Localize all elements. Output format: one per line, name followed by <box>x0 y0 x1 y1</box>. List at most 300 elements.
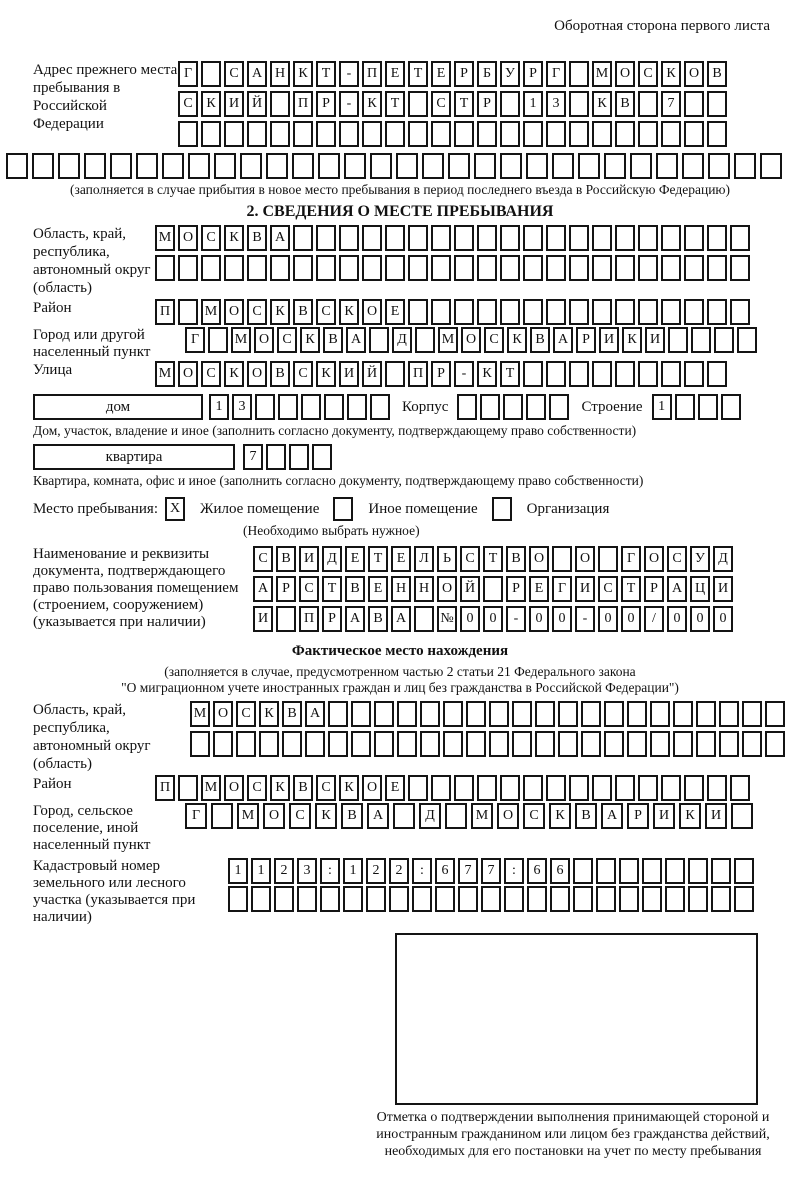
char-cell: Т <box>368 546 388 572</box>
char-cell <box>188 153 210 179</box>
char-cell: И <box>299 546 319 572</box>
char-cell <box>316 225 336 251</box>
char-cell: У <box>690 546 710 572</box>
prev-address-block <box>33 61 800 151</box>
char-cell: 3 <box>232 394 252 420</box>
char-cell: С <box>201 361 221 387</box>
char-cell <box>707 225 727 251</box>
korpus-row <box>457 394 569 420</box>
char-cell: 6 <box>527 858 547 884</box>
char-cell: Р <box>644 576 664 602</box>
char-cell <box>592 225 612 251</box>
char-cell <box>201 121 221 147</box>
char-cell: О <box>684 61 704 87</box>
char-cell <box>211 803 233 829</box>
char-cell <box>673 731 693 757</box>
char-cell: А <box>601 803 623 829</box>
char-cell <box>201 255 221 281</box>
korpus-label: Корпус <box>402 398 449 415</box>
cadastral-label: Кадастровый номер земельного или лесного участка (указывается при наличии) <box>33 858 196 925</box>
char-cell: О <box>178 225 198 251</box>
char-cell: В <box>368 606 388 632</box>
char-cell <box>707 299 727 325</box>
char-cell: И <box>713 576 733 602</box>
actual-city-label: Город, сельское поселение, иной населенный пункт <box>33 803 151 853</box>
char-cell: Д <box>392 327 412 353</box>
char-cell <box>569 91 589 117</box>
char-cell: Е <box>391 546 411 572</box>
street-block <box>33 361 800 387</box>
char-cell: К <box>201 91 221 117</box>
char-cell <box>698 394 718 420</box>
cadastral-row-1 <box>228 858 754 884</box>
char-cell <box>328 701 348 727</box>
char-cell <box>638 121 658 147</box>
actual-region-grid <box>190 701 785 761</box>
char-cell: С <box>247 299 267 325</box>
char-cell: Т <box>454 91 474 117</box>
char-cell <box>274 886 294 912</box>
char-cell <box>630 153 652 179</box>
char-cell <box>627 731 647 757</box>
char-cell <box>351 731 371 757</box>
char-cell <box>688 858 708 884</box>
char-cell: К <box>362 91 382 117</box>
char-cell <box>552 546 572 572</box>
char-cell <box>569 61 589 87</box>
char-cell <box>58 153 80 179</box>
char-cell <box>569 255 589 281</box>
actual-region-label: Область, край, республика, автономный округ (область) <box>33 702 151 772</box>
char-cell: О <box>213 701 233 727</box>
char-cell <box>316 255 336 281</box>
char-cell: В <box>270 361 290 387</box>
char-cell: Й <box>247 91 267 117</box>
char-cell <box>466 731 486 757</box>
char-cell <box>224 121 244 147</box>
char-cell <box>477 121 497 147</box>
char-cell <box>696 731 716 757</box>
char-cell <box>483 576 503 602</box>
char-cell <box>665 858 685 884</box>
char-cell: - <box>339 91 359 117</box>
actual-city-row <box>185 803 753 829</box>
char-cell: О <box>263 803 285 829</box>
char-cell <box>682 153 704 179</box>
house-note: Дом, участок, владение и иное (заполнить согласно документу, подтверждающему право собственности) <box>33 423 637 438</box>
char-cell <box>422 153 444 179</box>
actual-region-block <box>33 701 800 773</box>
char-cell <box>477 225 497 251</box>
char-cell: Р <box>276 576 296 602</box>
char-cell <box>339 121 359 147</box>
char-cell: Т <box>621 576 641 602</box>
char-cell <box>236 731 256 757</box>
char-cell <box>448 153 470 179</box>
char-cell: А <box>391 606 411 632</box>
char-cell <box>665 886 685 912</box>
char-cell: П <box>408 361 428 387</box>
char-cell <box>454 225 474 251</box>
char-cell: 0 <box>529 606 549 632</box>
char-cell <box>228 886 248 912</box>
char-cell: М <box>190 701 210 727</box>
char-cell: О <box>247 361 267 387</box>
char-cell: А <box>247 61 267 87</box>
char-cell <box>477 299 497 325</box>
char-cell: А <box>345 606 365 632</box>
char-cell: И <box>705 803 727 829</box>
char-cell: С <box>236 701 256 727</box>
char-cell <box>765 731 785 757</box>
char-cell: Е <box>385 775 405 801</box>
char-cell <box>688 886 708 912</box>
char-cell <box>328 731 348 757</box>
char-cell: Р <box>454 61 474 87</box>
char-cell <box>592 255 612 281</box>
char-cell <box>178 299 198 325</box>
stay-type-label: Место пребывания: <box>33 500 158 517</box>
char-cell <box>615 299 635 325</box>
char-cell: С <box>299 576 319 602</box>
stay-type-block <box>33 497 800 521</box>
char-cell <box>389 886 409 912</box>
apartment-block <box>33 444 800 470</box>
char-cell: М <box>237 803 259 829</box>
char-cell: О <box>224 299 244 325</box>
char-cell <box>661 255 681 281</box>
char-cell: К <box>592 91 612 117</box>
actual-location-note-1: (заполняется в случае, предусмотренном частью 2 статьи 21 Федерального закона <box>164 664 636 679</box>
char-cell: Р <box>431 361 451 387</box>
char-cell <box>214 153 236 179</box>
char-cell: Е <box>368 576 388 602</box>
char-cell <box>178 121 198 147</box>
char-cell <box>604 701 624 727</box>
actual-district-row <box>155 775 750 801</box>
char-cell <box>481 886 501 912</box>
city-label: Город или другой населенный пункт <box>33 327 151 360</box>
char-cell: С <box>253 546 273 572</box>
char-cell: 0 <box>460 606 480 632</box>
char-cell <box>282 731 302 757</box>
char-cell <box>208 327 228 353</box>
char-cell <box>546 775 566 801</box>
prev-address-row-2 <box>178 91 727 117</box>
char-cell: / <box>644 606 664 632</box>
char-cell <box>535 701 555 727</box>
char-cell <box>408 121 428 147</box>
char-cell <box>500 299 520 325</box>
char-cell: И <box>224 91 244 117</box>
char-cell <box>435 886 455 912</box>
char-cell <box>318 153 340 179</box>
char-cell: А <box>346 327 366 353</box>
char-cell: С <box>316 299 336 325</box>
char-cell: 0 <box>621 606 641 632</box>
char-cell <box>546 225 566 251</box>
char-cell: - <box>506 606 526 632</box>
char-cell <box>711 886 731 912</box>
char-cell: Ц <box>690 576 710 602</box>
char-cell: Ь <box>437 546 457 572</box>
char-cell: Г <box>185 327 205 353</box>
char-cell: О <box>497 803 519 829</box>
char-cell <box>292 153 314 179</box>
char-cell <box>615 225 635 251</box>
char-cell <box>266 444 286 470</box>
char-cell <box>523 361 543 387</box>
char-cell <box>500 153 522 179</box>
char-cell <box>445 803 467 829</box>
char-cell <box>730 225 750 251</box>
char-cell <box>374 701 394 727</box>
char-cell: Д <box>419 803 441 829</box>
char-cell: Р <box>322 606 342 632</box>
char-cell <box>512 731 532 757</box>
char-cell <box>320 886 340 912</box>
char-cell <box>596 858 616 884</box>
char-cell <box>454 255 474 281</box>
char-cell <box>480 394 500 420</box>
char-cell <box>408 299 428 325</box>
char-cell <box>408 225 428 251</box>
char-cell: № <box>437 606 457 632</box>
char-cell: С <box>460 546 480 572</box>
char-cell <box>523 299 543 325</box>
char-cell: П <box>155 299 175 325</box>
char-cell <box>255 394 275 420</box>
char-cell: В <box>276 546 296 572</box>
char-cell <box>431 255 451 281</box>
char-cell: С <box>431 91 451 117</box>
char-cell: В <box>575 803 597 829</box>
document-block <box>33 546 800 636</box>
char-cell: В <box>530 327 550 353</box>
apartment-note: Квартира, комната, офис и иное (заполнить согласно документу, подтверждающему право собственности) <box>33 473 644 488</box>
char-cell: М <box>592 61 612 87</box>
char-cell: Б <box>477 61 497 87</box>
char-cell <box>619 858 639 884</box>
char-cell <box>592 775 612 801</box>
city-row <box>185 327 757 353</box>
actual-region-row-1 <box>190 701 785 727</box>
stay-type-option-residential: Жилое помещение <box>200 500 320 517</box>
char-cell <box>569 121 589 147</box>
street-row <box>155 361 727 387</box>
district-block <box>33 299 800 325</box>
char-cell: И <box>599 327 619 353</box>
char-cell <box>397 701 417 727</box>
char-cell: А <box>305 701 325 727</box>
char-cell <box>684 775 704 801</box>
region-label: Область, край, республика, автономный округ (область) <box>33 226 151 296</box>
char-cell <box>615 361 635 387</box>
char-cell <box>549 394 569 420</box>
char-cell <box>730 255 750 281</box>
char-cell: С <box>178 91 198 117</box>
char-cell <box>374 731 394 757</box>
char-cell <box>136 153 158 179</box>
char-cell: Г <box>552 576 572 602</box>
char-cell <box>638 225 658 251</box>
char-cell: А <box>553 327 573 353</box>
stay-type-checkbox-residential: X <box>165 497 185 521</box>
char-cell <box>765 701 785 727</box>
char-cell: А <box>270 225 290 251</box>
char-cell <box>661 361 681 387</box>
char-cell <box>489 731 509 757</box>
char-cell: Е <box>385 299 405 325</box>
char-cell <box>201 61 221 87</box>
char-cell: 3 <box>546 91 566 117</box>
stroenie-row <box>652 394 741 420</box>
char-cell: Н <box>414 576 434 602</box>
char-cell: К <box>316 361 336 387</box>
char-cell <box>420 731 440 757</box>
char-cell <box>523 225 543 251</box>
char-cell: К <box>315 803 337 829</box>
char-cell <box>526 153 548 179</box>
char-cell <box>661 775 681 801</box>
char-cell: К <box>477 361 497 387</box>
char-cell <box>734 858 754 884</box>
char-cell: М <box>231 327 251 353</box>
char-cell <box>270 255 290 281</box>
char-cell <box>385 225 405 251</box>
apartment-type-box: квартира <box>33 444 235 470</box>
char-cell <box>155 255 175 281</box>
char-cell: С <box>523 803 545 829</box>
char-cell <box>489 701 509 727</box>
char-cell: В <box>247 225 267 251</box>
char-cell <box>385 255 405 281</box>
char-cell <box>500 121 520 147</box>
char-cell <box>696 701 716 727</box>
char-cell: 7 <box>243 444 263 470</box>
char-cell: Г <box>178 61 198 87</box>
char-cell: О <box>178 361 198 387</box>
char-cell <box>466 701 486 727</box>
char-cell <box>443 701 463 727</box>
char-cell: К <box>339 299 359 325</box>
char-cell: - <box>339 61 359 87</box>
char-cell <box>247 255 267 281</box>
char-cell <box>369 327 389 353</box>
char-cell <box>596 886 616 912</box>
char-cell <box>527 886 547 912</box>
char-cell <box>415 327 435 353</box>
char-cell: О <box>615 61 635 87</box>
char-cell <box>397 731 417 757</box>
char-cell: В <box>282 701 302 727</box>
char-cell <box>615 255 635 281</box>
char-cell: Н <box>270 61 290 87</box>
char-cell: К <box>661 61 681 87</box>
char-cell: Г <box>621 546 641 572</box>
char-cell: К <box>224 225 244 251</box>
char-cell: А <box>253 576 273 602</box>
char-cell <box>190 731 210 757</box>
char-cell <box>668 327 688 353</box>
char-cell: Т <box>385 91 405 117</box>
char-cell <box>742 701 762 727</box>
char-cell: Т <box>322 576 342 602</box>
char-cell <box>638 299 658 325</box>
char-cell <box>251 886 271 912</box>
char-cell: 7 <box>458 858 478 884</box>
char-cell <box>278 394 298 420</box>
char-cell <box>431 299 451 325</box>
document-row-1 <box>253 546 733 572</box>
char-cell <box>431 121 451 147</box>
region-block <box>33 225 800 297</box>
cadastral-block <box>33 858 800 926</box>
char-cell <box>615 775 635 801</box>
char-cell: Р <box>627 803 649 829</box>
char-cell: О <box>254 327 274 353</box>
char-cell: С <box>293 361 313 387</box>
char-cell: У <box>500 61 520 87</box>
char-cell <box>673 701 693 727</box>
char-cell: К <box>259 701 279 727</box>
char-cell: - <box>454 361 474 387</box>
char-cell <box>477 255 497 281</box>
char-cell <box>523 121 543 147</box>
char-cell: 6 <box>435 858 455 884</box>
char-cell <box>708 153 730 179</box>
char-cell <box>707 91 727 117</box>
char-cell <box>592 361 612 387</box>
char-cell: О <box>575 546 595 572</box>
char-cell: 0 <box>483 606 503 632</box>
cadastral-grid <box>228 858 754 914</box>
char-cell <box>305 731 325 757</box>
char-cell <box>457 394 477 420</box>
char-cell: П <box>293 91 313 117</box>
actual-location-note-2: "О миграционном учете иностранных граждан и лиц без гражданства в Российской Федерации") <box>121 680 679 695</box>
char-cell: И <box>653 803 675 829</box>
char-cell: : <box>412 858 432 884</box>
char-cell <box>500 255 520 281</box>
char-cell <box>650 701 670 727</box>
char-cell <box>684 91 704 117</box>
char-cell <box>730 299 750 325</box>
char-cell <box>396 153 418 179</box>
char-cell: Н <box>391 576 411 602</box>
confirmation-stamp-box <box>395 933 758 1105</box>
char-cell <box>412 886 432 912</box>
char-cell: Е <box>431 61 451 87</box>
char-cell: К <box>679 803 701 829</box>
char-cell: М <box>438 327 458 353</box>
char-cell <box>474 153 496 179</box>
char-cell <box>458 886 478 912</box>
char-cell: Й <box>460 576 480 602</box>
char-cell: 0 <box>667 606 687 632</box>
char-cell: О <box>529 546 549 572</box>
char-cell: Л <box>414 546 434 572</box>
char-cell <box>370 394 390 420</box>
char-cell <box>512 701 532 727</box>
char-cell <box>178 255 198 281</box>
char-cell: Р <box>506 576 526 602</box>
prev-address-note: (заполняется в случае прибытия в новое место пребывания в период последнего въезда в Российскую Федерацию) <box>69 182 731 197</box>
char-cell <box>276 606 296 632</box>
char-cell: 3 <box>297 858 317 884</box>
char-cell: С <box>316 775 336 801</box>
char-cell <box>737 327 757 353</box>
